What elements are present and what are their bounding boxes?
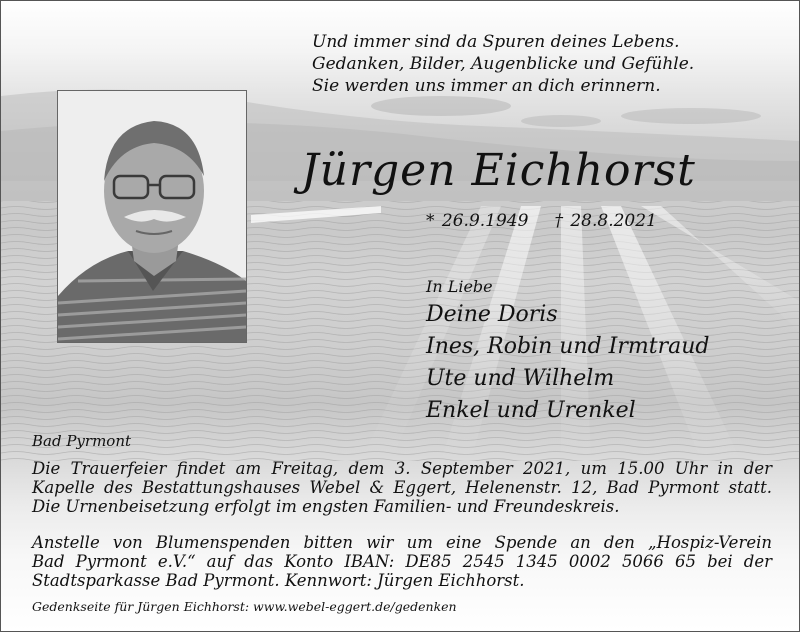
- notice-line: Anstelle von Blumenspenden bitten wir um eine Spende an den „Hospiz-Verein: [32, 533, 772, 552]
- mourners-list: [426, 299, 709, 427]
- motto-line: Und immer sind da Spuren deines Lebens.: [312, 32, 680, 52]
- birth-date: * 26.9.1949: [426, 211, 529, 231]
- notice-line: Die Urnenbeisetzung erfolgt im engsten Familien- und Freundeskreis.: [32, 497, 620, 516]
- motto: [312, 31, 694, 97]
- notice-line: Die Trauerfeier findet am Freitag, dem 3. September 2021, um 15.00 Uhr in der: [32, 459, 772, 478]
- portrait-photo: [57, 90, 247, 343]
- notice-line: Kapelle des Bestattungshauses Webel & Eggert, Helenenstr. 12, Bad Pyrmont statt.: [32, 478, 772, 497]
- death-date: † 28.8.2021: [554, 211, 657, 231]
- memorial-page-link[interactable]: Gedenkseite für Jürgen Eichhorst: www.webel-eggert.de/gedenken: [32, 599, 457, 614]
- portrait-icon: [58, 91, 246, 342]
- mourner-name: Ute und Wilhelm: [426, 366, 615, 391]
- motto-line: Gedanken, Bilder, Augenblicke und Gefühle.: [312, 54, 695, 74]
- notice-line: Bad Pyrmont e.V.“ auf das Konto IBAN: DE85 2545 1345 0002 5066 65 bei der: [32, 552, 772, 571]
- notice-line: Stadtsparkasse Bad Pyrmont. Kennwort: Jürgen Eichhorst.: [32, 571, 525, 590]
- donation-notice: [32, 533, 772, 590]
- mourner-name: Enkel und Urenkel: [426, 398, 636, 423]
- mourner-name: Deine Doris: [426, 302, 558, 327]
- mourner-name: Ines, Robin und Irmtraud: [426, 334, 710, 359]
- deceased-name: Jürgen Eichhorst: [301, 145, 696, 196]
- funeral-notice: [32, 459, 772, 516]
- place-label: Bad Pyrmont: [32, 432, 132, 450]
- life-dates: [426, 211, 657, 231]
- motto-line: Sie werden uns immer an dich erinnern.: [312, 76, 661, 96]
- mourners-intro: In Liebe: [426, 277, 493, 296]
